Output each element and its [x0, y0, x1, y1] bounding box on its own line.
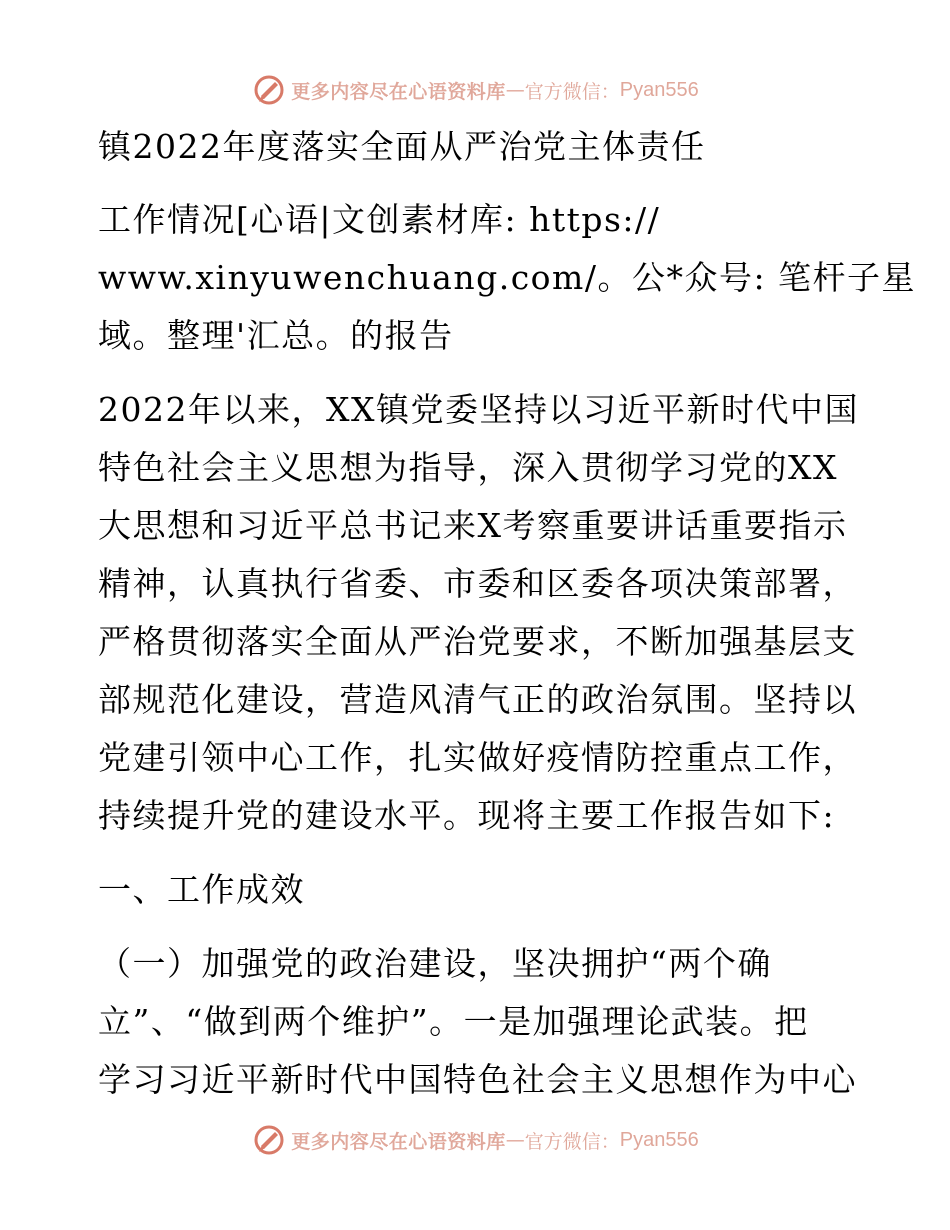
body-line: 党建引领中心工作，扎实做好疫情防控重点工作，: [98, 738, 857, 777]
document-title-line-3: www.xinyuwenchuang.com/。公*众号: 笔杆子星: [98, 258, 917, 297]
watermark-separator: —: [505, 79, 525, 101]
body-line: 精神，认真执行省委、市委和区委各项决策部署，: [98, 564, 857, 603]
watermark-header: [0, 70, 950, 110]
watermark-official-label: 官方微信：: [524, 1130, 620, 1153]
watermark-footer: [0, 1120, 950, 1160]
document-title-line-2: 工作情况[心语|文创素材库: https://: [98, 200, 661, 239]
watermark-title: 更多内容尽在心语资料库: [291, 80, 506, 103]
document-title-line-4: 域。整理'汇总。的报告: [98, 316, 454, 355]
document-title-line-1: 镇2022年度落实全面从严治党主体责任: [98, 127, 706, 166]
watermark-title: 更多内容尽在心语资料库: [291, 1130, 506, 1153]
body-line: 立”、“做到两个维护”。一是加强理论武装。把: [98, 1002, 809, 1041]
body-line: 部规范化建设，营造风清气正的政治氛围。坚持以: [98, 680, 857, 719]
pen-logo-icon: [251, 72, 287, 108]
pen-logo-icon: [251, 1122, 287, 1158]
body-line: （一）加强党的政治建设，坚决拥护“两个确: [98, 944, 772, 983]
section-heading: 一、工作成效: [98, 870, 305, 909]
body-line: 2022年以来，XX镇党委坚持以习近平新时代中国: [98, 390, 859, 429]
watermark-official-label: 官方微信：: [524, 80, 620, 103]
body-line: 学习习近平新时代中国特色社会主义思想作为中心: [98, 1060, 857, 1099]
body-line: 持续提升党的建设水平。现将主要工作报告如下:: [98, 796, 836, 835]
body-line: 大思想和习近平总书记来X考察重要讲话重要指示: [98, 506, 848, 545]
body-line: 严格贯彻落实全面从严治党要求，不断加强基层支: [98, 622, 857, 661]
body-line: 特色社会主义思想为指导，深入贯彻学习党的XX: [98, 448, 838, 487]
watermark-separator: —: [505, 1129, 525, 1151]
watermark-wechat-id: Pyan556: [619, 1128, 699, 1151]
watermark-wechat-id: Pyan556: [619, 78, 699, 101]
